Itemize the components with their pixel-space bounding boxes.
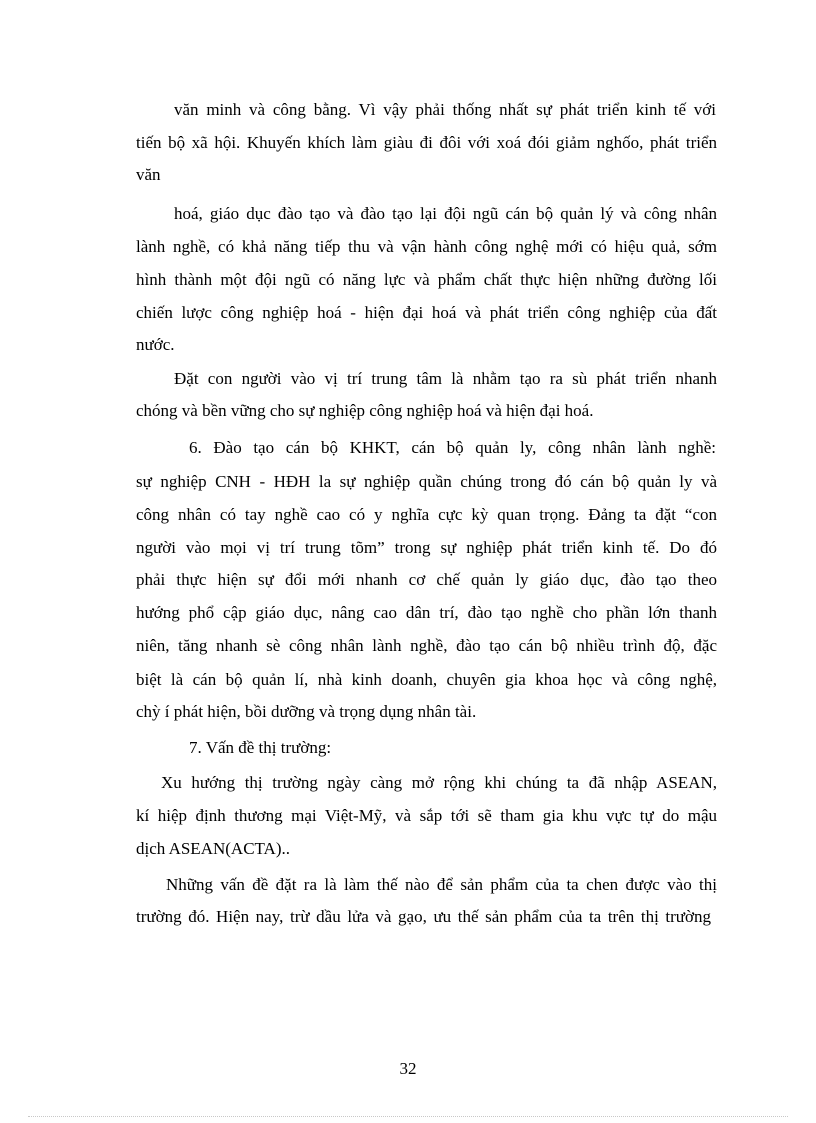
text-line: tiến bộ xã hội. Khuyến khích làm giàu đi đôi với xoá đói giảm nghốo, phát triển (136, 133, 717, 152)
text-line: công nhân có tay nghề cao có y nghĩa cực kỳ quan trọng. Đảng ta đặt “con (136, 505, 717, 524)
text-line: kí hiệp định thương mại Việt-Mỹ, và sắp tới sẽ tham gia khu vực tự do mậu (136, 806, 717, 825)
text-line: hướng phổ cập giáo dục, nâng cao dân trí, đào tạo nghề cho phần lớn thanh (136, 603, 717, 622)
section-heading: 7. Vấn đề thị trường: (189, 738, 332, 757)
text-line: hoá, giáo dục đào tạo và đào tạo lại đội ngũ cán bộ quản lý và công nhân (174, 204, 717, 223)
text-line: biệt là cán bộ quản lí, nhà kinh doanh, chuyên gia khoa học và công nghệ, (136, 670, 717, 689)
text-line: trường đó. Hiện nay, trừ dầu lửa và gạo, ưu thế sản phẩm của ta trên thị trường (136, 907, 711, 926)
text-line: chỳ í phát hiện, bồi dưỡng và trọng dụng nhân tài. (136, 702, 477, 721)
text-line: nước. (136, 335, 175, 354)
footer-divider (28, 1116, 788, 1117)
text-line: phải thực hiện sự đổi mới nhanh cơ chế quản ly giáo dục, đào tạo theo (136, 570, 717, 589)
text-line: dịch ASEAN(ACTA).. (136, 839, 290, 858)
text-line: Những vấn đề đặt ra là làm thế nào để sản phẩm của ta chen được vào thị (166, 875, 717, 894)
page-number: 32 (399, 1059, 417, 1078)
text-line: chiến lược công nghiệp hoá - hiện đại hoá và phát triển công nghiệp của đất (136, 303, 717, 322)
text-line: chóng và bền vững cho sự nghiệp công nghiệp hoá và hiện đại hoá. (136, 401, 594, 420)
text-line: văn minh và công bằng. Vì vậy phải thống nhất sự phát triển kinh tế với (174, 100, 716, 119)
text-line: người vào mọi vị trí trung tõm” trong sự nghiệp phát triển kinh tế. Do đó (136, 538, 717, 557)
text-line: Đặt con người vào vị trí trung tâm là nhằm tạo ra sù phát triển nhanh (174, 369, 717, 388)
text-line: 6. Đào tạo cán bộ KHKT, cán bộ quản ly, công nhân lành nghề: (189, 438, 716, 457)
text-line: văn (136, 165, 161, 184)
text-line: lành nghề, có khả năng tiếp thu và vận hành công nghệ mới có hiệu quả, sớm (136, 237, 717, 256)
text-line: hình thành một đội ngũ có năng lực và phẩm chất thực hiện những đường lối (136, 270, 717, 289)
text-line: Xu hướng thị trường ngày càng mở rộng khi chúng ta đã nhập ASEAN, (161, 773, 717, 792)
text-line: niên, tăng nhanh sè công nhân lành nghề, đào tạo cán bộ nhiều trình độ, đặc (136, 636, 717, 655)
text-line: sự nghiệp CNH - HĐH la sự nghiệp quần chúng trong đó cán bộ quản ly và (136, 472, 717, 491)
